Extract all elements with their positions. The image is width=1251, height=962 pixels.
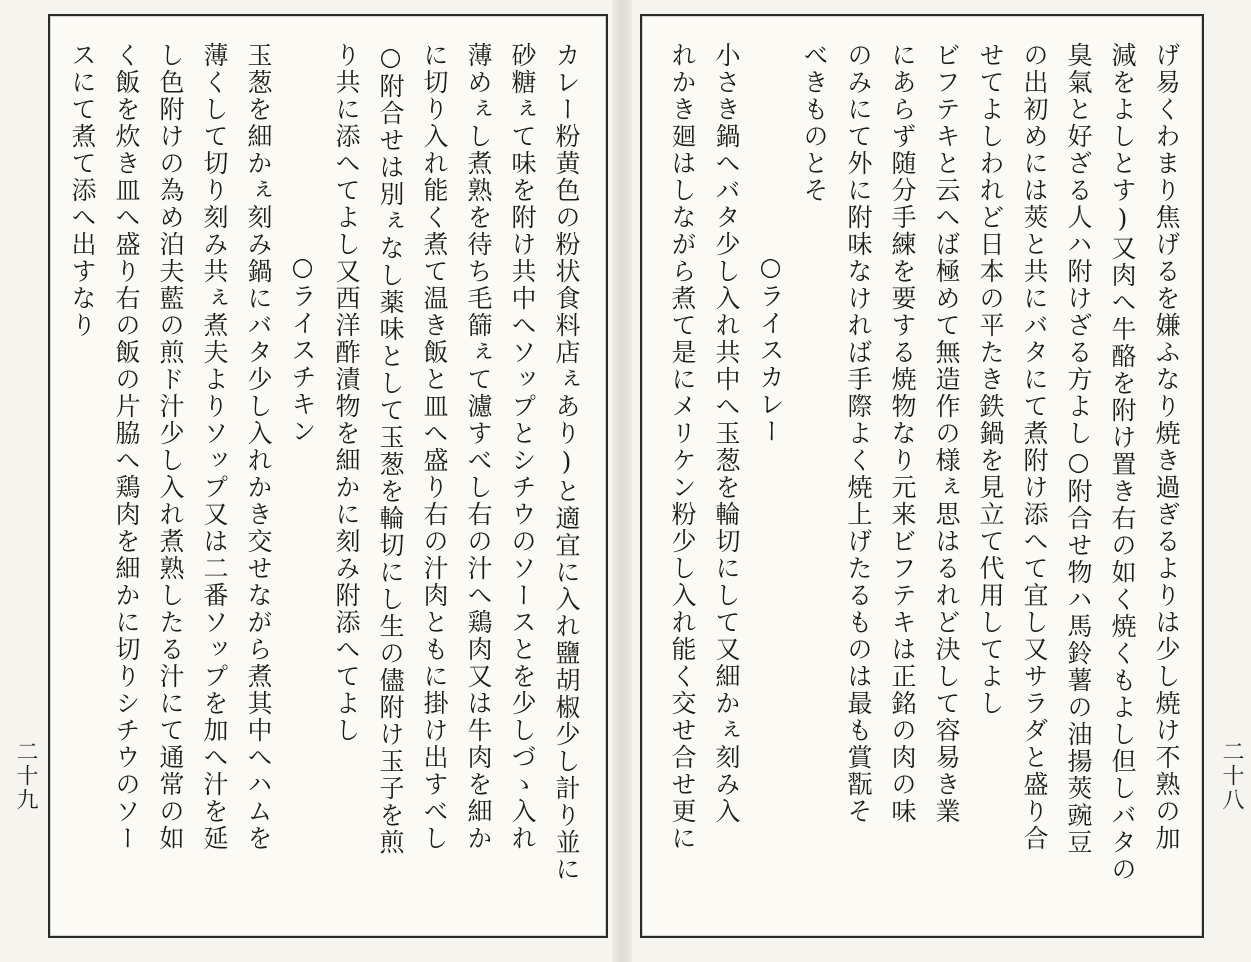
- text-line: 砂糖ぇて味を附け共中へソップとシチウのソースとを少しづゝ入れ: [508, 42, 537, 852]
- text-line: 臭氣と好ざる人ハ附けざる方よし○附合せ物ハ馬鈴薯の油揚莢豌豆: [1064, 42, 1093, 856]
- text-line: の出初めには莢と共にバタにて煮附け添へて宜し又サラダと盛り合: [1020, 42, 1049, 852]
- text-line: にあらず随分手練を要する焼物なり元来ビフテキは正銘の肉の味: [888, 42, 917, 825]
- right-page-text: [656, 42, 1188, 916]
- section-heading-rice-chicken: ○ライスチキン: [288, 252, 317, 445]
- text-line: ○附合せは別ぇなし薬味として玉葱を輪切にし生の儘附け玉子を煎: [376, 42, 405, 856]
- page-number-left: 二十九: [13, 740, 38, 812]
- text-line: し色附けの為め泊夫藍の煎ド汁少し入れ煮熟したる汁にて通常の如: [156, 42, 185, 852]
- section-heading-rice-curry: ○ライスカレー: [756, 252, 785, 445]
- text-line: のみにて外に附味なければ手際よく焼上げたるものは最も賞翫そ: [844, 42, 873, 825]
- text-line: れかき廻はしながら煮て是にメリケン粉少し入れ能く交せ合せ更に: [668, 42, 697, 852]
- text-line: カレー粉黄色の粉状食料店ぇあり)と適宜に入れ鹽胡椒少し計り並に: [552, 42, 581, 883]
- book-gutter: [612, 0, 632, 962]
- text-line: 玉葱を細かぇ刻み鍋にバタ少し入れかき交せながら煮其中へハムを: [244, 42, 273, 852]
- text-line: 減をよしとす)又肉へ牛酪を附け置き右の如く焼くもよし但しバタの: [1108, 42, 1137, 883]
- text-line: り共に添へてよし又西洋酢漬物を細かに刻み附添へてよし: [332, 42, 361, 744]
- text-line: に切り入れ能く煮て温き飯と皿へ盛り右の汁肉ともに掛け出すべし: [420, 42, 449, 852]
- text-line: く飯を炊き皿へ盛り右の飯の片脇へ鶏肉を細かに切りシチウのソー: [112, 42, 141, 852]
- text-line: 薄くして切り刻み共ぇ煮夫よりソップ又は二番ソップを加へ汁を延: [200, 42, 229, 852]
- text-line: せてよしわれど日本の平たき鉄鍋を見立て代用してよし: [976, 42, 1005, 717]
- right-page: [640, 14, 1204, 938]
- text-line: 薄めぇし煮熟を待ち毛篩ぇて濾すべし右の汁へ鶏肉又は牛肉を細か: [464, 42, 493, 852]
- text-line: べきものとそ: [800, 42, 829, 204]
- left-page: [48, 14, 608, 938]
- left-page-text: [68, 42, 588, 916]
- text-line: げ易くわまり焦げるを嫌ふなり焼き過ぎるよりは少し焼け不熟の加: [1152, 42, 1181, 852]
- text-line: 小さき鍋へバタ少し入れ共中へ玉葱を輪切にして又細かぇ刻み入: [712, 42, 741, 825]
- text-line: スにて煮て添へ出すなり: [68, 42, 97, 339]
- page-number-right: 二十八: [1219, 740, 1244, 812]
- text-line: ビフテキと云へば極めて無造作の様ぇ思はるれど決して容易き業: [932, 42, 961, 825]
